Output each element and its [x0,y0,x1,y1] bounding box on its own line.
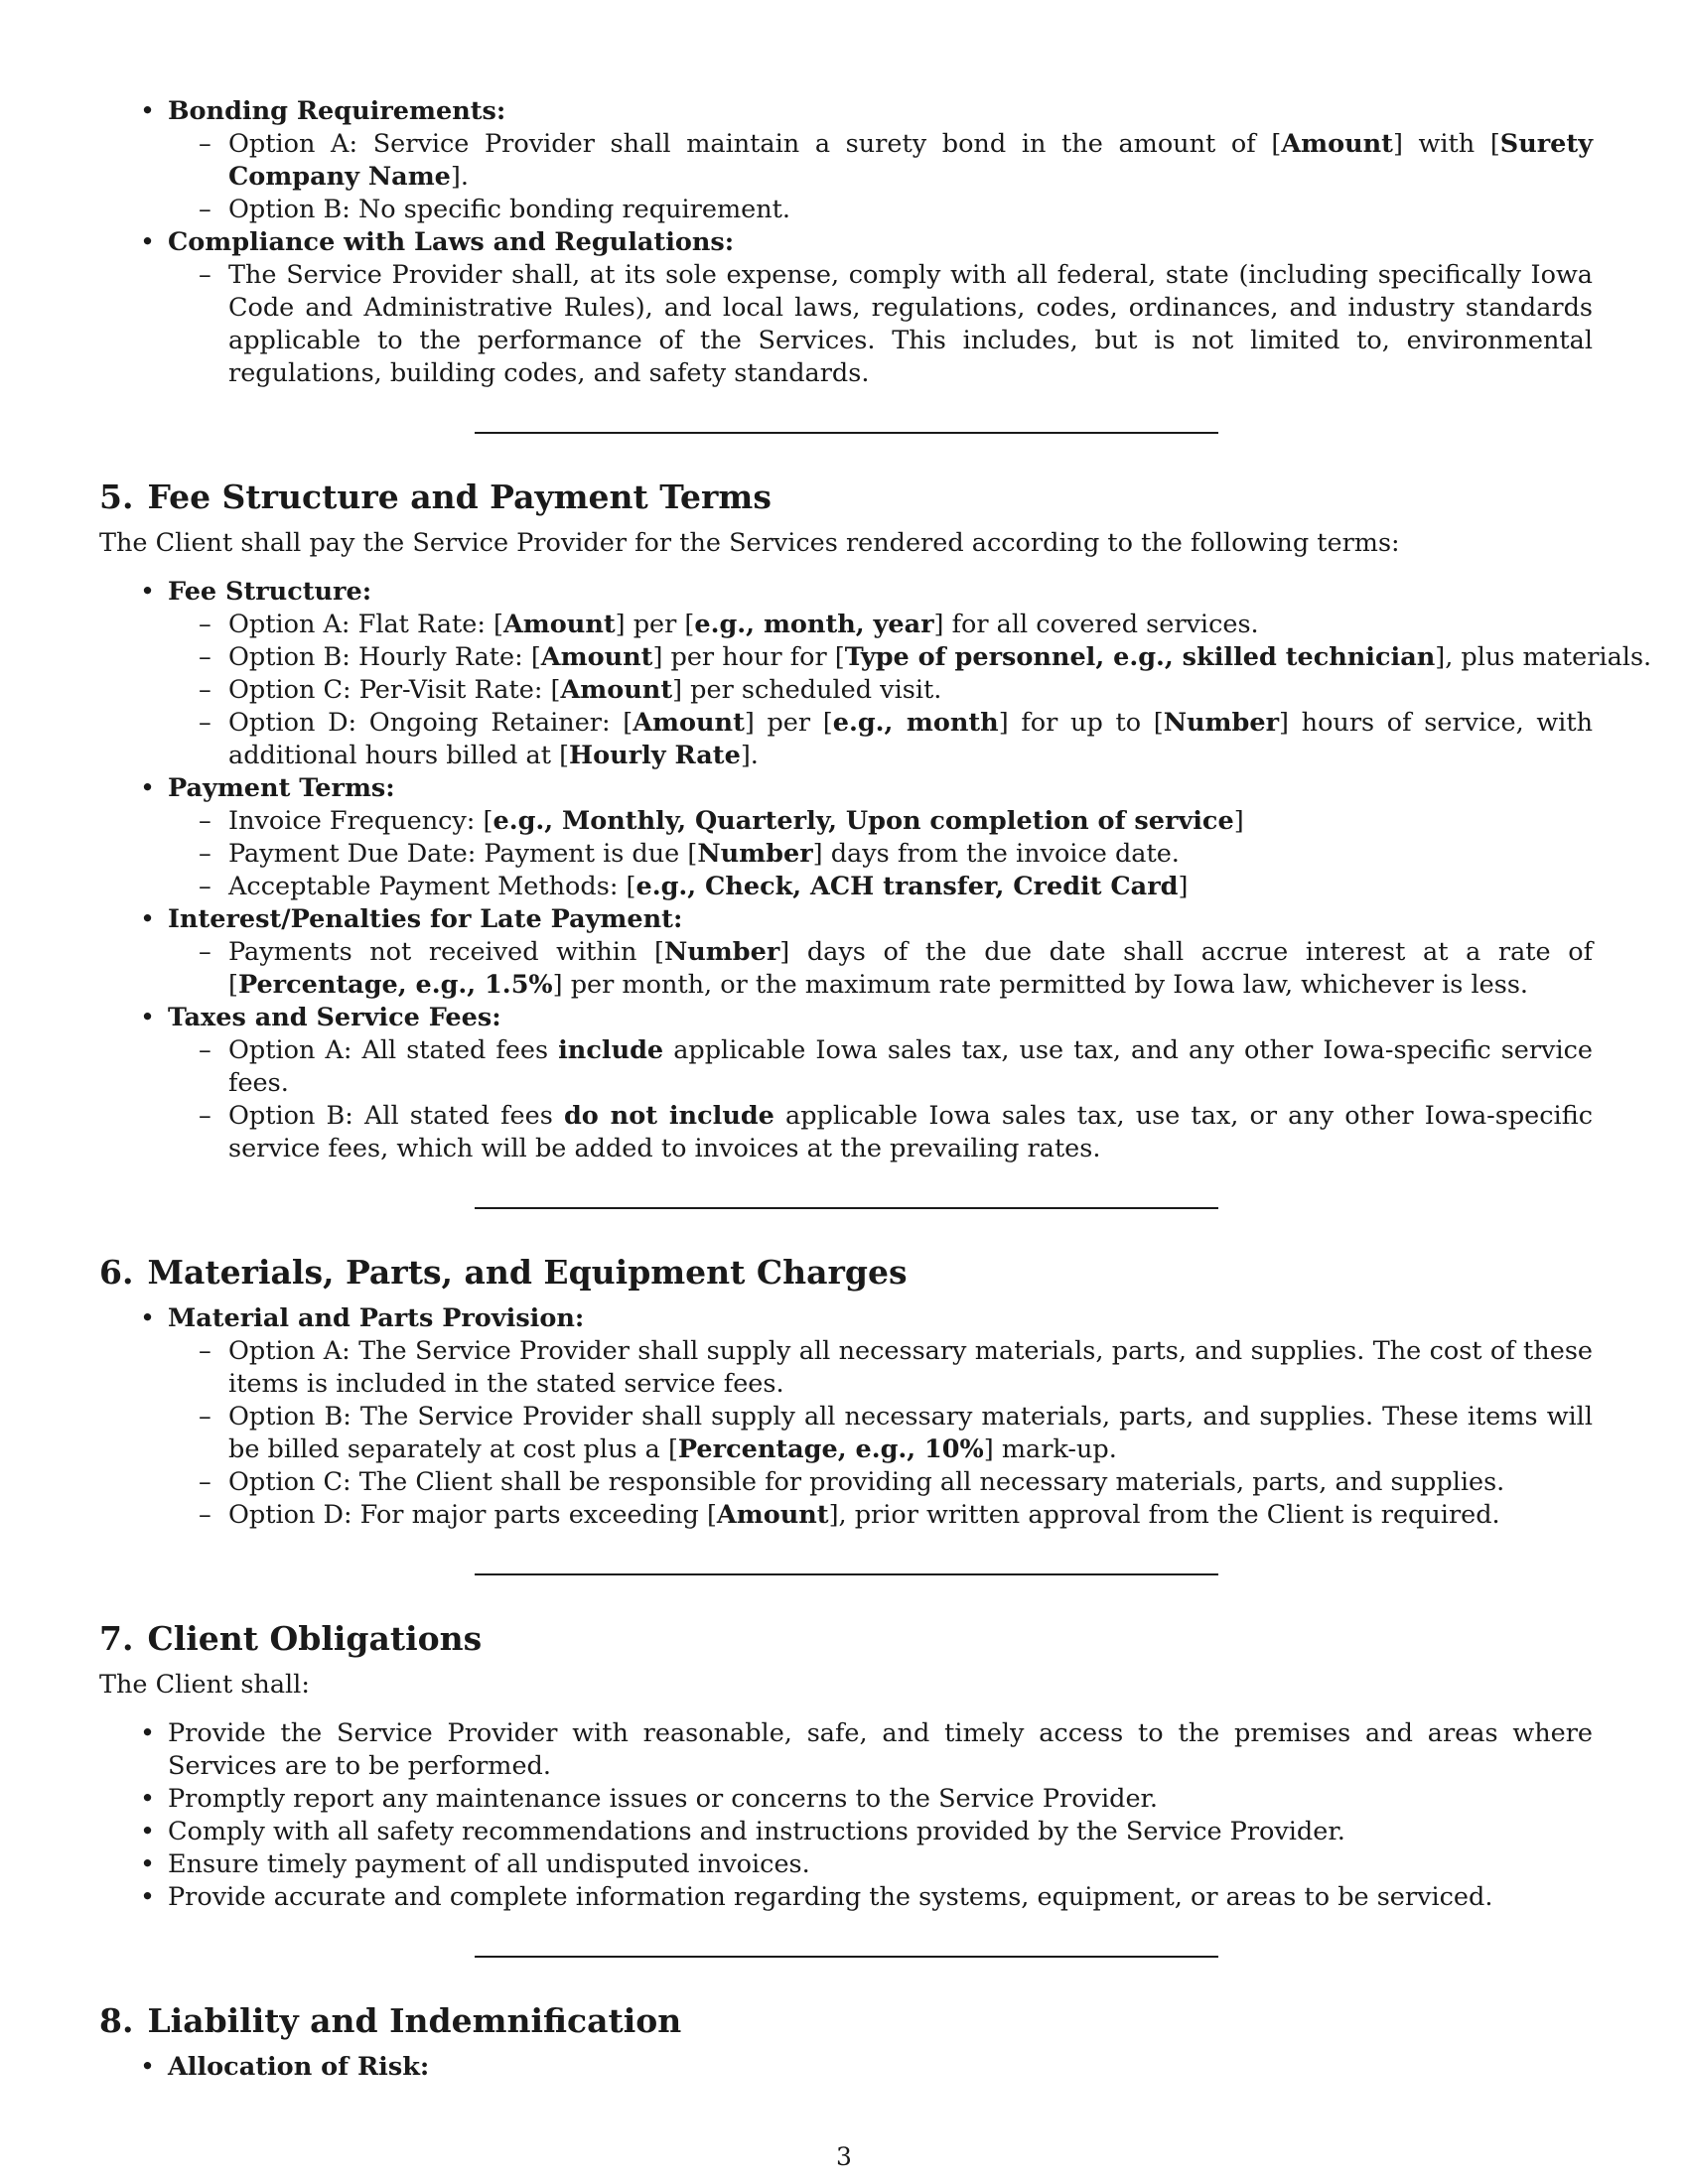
sub-list-item [228,128,1593,194]
placeholder-amount: Amount [1281,129,1393,159]
item-label: Bonding Requirements: [168,96,506,126]
text-span: Option C: The Client shall be responsible for providing all necessary materials, parts, and supplies. [228,1467,1505,1497]
text-span: Option B: No specific bonding requirement. [228,195,790,224]
section-heading [99,478,1593,517]
list-item: • Ensure timely payment of all undisputed invoices. [168,1848,1593,1881]
text-span: ] per [ [744,708,833,738]
emphasis: include [558,1035,664,1065]
text-span: Option D: For major parts exceeding [ [228,1500,717,1530]
section5-list [99,576,1652,1165]
text-span: Option A: The Service Provider shall supply all necessary materials, parts, and supplies. The cost of these items is included in the stated service fees. [228,1336,1593,1399]
section-title: Client Obligations [147,1619,483,1658]
sub-list [168,1034,1593,1165]
sub-list-item [228,1401,1593,1466]
sub-list [168,805,1593,903]
list-item: • Provide accurate and complete information regarding the systems, equipment, or areas to be serviced. [168,1881,1593,1914]
placeholder: Amount [716,1500,829,1530]
text-span: ]. [450,162,469,192]
placeholder: e.g., Check, ACH transfer, Credit Card [635,872,1179,901]
text-span: Option C: Per-Visit Rate: [ [228,675,561,705]
list-item [168,1302,1593,1532]
item-label: Taxes and Service Fees: [168,1003,501,1032]
text-span: ] per [ [615,610,695,639]
placeholder: Type of personnel, e.g., skilled technician [844,642,1436,672]
placeholder: Percentage, e.g., 1.5% [237,970,553,1000]
sub-list-item [228,707,1593,772]
section-title: Fee Structure and Payment Terms [147,478,772,516]
text-span: ], plus materials. [1435,642,1652,672]
text-span: ] [1233,806,1244,836]
placeholder: Amount [540,642,653,672]
list-item [168,95,1593,226]
sub-list-item [228,871,1593,903]
placeholder: Amount [633,708,745,738]
text-span: ] hours of service, with additional hours billed at [ [228,708,1594,770]
list-item: • Comply with all safety recommendations and instructions provided by the Service Provider. [168,1816,1593,1848]
sub-list-item [228,259,1593,390]
list-item [168,226,1593,390]
emphasis: do not include [563,1101,774,1131]
section4-list [99,95,1593,390]
text-span: ] per hour for [ [652,642,845,672]
section-intro: The Client shall pay the Service Provider for the Services rendered according to the following terms: [99,528,1400,558]
sub-list-item [228,674,1593,707]
text-span: ] per month, or the maximum rate permitted by Iowa law, whichever is less. [552,970,1529,1000]
text-span: applicable Iowa sales tax, use tax, or any other Iowa-specific service fees, which will be added to invoices at the prevailing rates. [228,1101,1593,1163]
sub-list [168,936,1593,1002]
section6-list [99,1302,1593,1532]
sub-list-item [228,1335,1593,1401]
text-span: ] per scheduled visit. [672,675,942,705]
sub-list-item [228,1499,1593,1532]
text-span: Option B: The Service Provider shall supply all necessary materials, parts, and supplies. These items will be billed separately at cost plus a [ [228,1402,1593,1464]
list-item: • Provide the Service Provider with reasonable, safe, and timely access to the premises and areas where Services are to be performed. [168,1717,1593,1783]
placeholder-surety-company: Surety Company Name [228,129,1594,192]
section-title: Liability and Indemnification [147,2001,682,2040]
placeholder: Hourly Rate [569,741,741,770]
list-item [168,772,1593,903]
text-span: Acceptable Payment Methods: [ [228,872,636,901]
text-span: ] [1178,872,1189,901]
section-intro: The Client shall: [99,1670,310,1700]
section-number: 8. [99,2001,134,2040]
text-span: ], prior written approval from the Client is required. [828,1500,1500,1530]
sub-list-item [228,1466,1593,1499]
page-number: 3 [836,2142,852,2171]
item-label: Compliance with Laws and Regulations: [168,227,735,257]
text-span: ]. [740,741,759,770]
list-item [168,903,1593,1002]
text-span: Option A: Service Provider shall maintain a surety bond in the amount of [ [228,129,1282,159]
section8-list [99,2051,1593,2084]
section-number: 5. [99,478,134,516]
text-span: applicable Iowa sales tax, use tax, and any other Iowa-specific service fees. [228,1035,1593,1098]
sub-list-item [228,838,1593,871]
sub-list [168,609,1652,772]
item-label: Interest/Penalties for Late Payment: [168,904,683,934]
text-span: Payments not received within [ [228,937,664,967]
text-span: ] for up to [ [998,708,1164,738]
sub-list-item [228,1100,1593,1165]
sub-list [168,128,1593,226]
placeholder: Percentage, e.g., 10% [677,1434,984,1464]
text-span: Option B: All stated fees [228,1101,564,1131]
sub-list-item [228,641,1652,674]
text-span: ] for all covered services. [933,610,1259,639]
list-item [168,1002,1593,1165]
document-page [99,95,1652,2084]
text-span: ] days from the invoice date. [812,839,1180,869]
placeholder: Number [663,937,780,967]
section-heading [99,1619,1593,1659]
text-span: ] with [ [1392,129,1500,159]
section-number: 6. [99,1253,134,1292]
text-span: The Service Provider shall, at its sole expense, comply with all federal, state (including specifically Iowa Code and Administrative Rules), and local laws, regulations, codes, ordinances, and industry standards applicable to the performance of the Services. This includes, but is not limited to, environmental regulations, building codes, and safety standards. [228,260,1593,388]
text-span: Option D: Ongoing Retainer: [ [228,708,633,738]
text-span: Option A: All stated fees [228,1035,559,1065]
sub-list-item [228,609,1593,641]
placeholder: e.g., month, year [694,610,934,639]
sub-list-item [228,1034,1593,1100]
placeholder: Number [1163,708,1280,738]
sub-list [168,259,1593,390]
placeholder: e.g., Monthly, Quarterly, Upon completion of service [492,806,1234,836]
section-heading [99,1253,1593,1293]
text-span: ] mark-up. [983,1434,1117,1464]
section-heading [99,2001,1593,2041]
item-label: Material and Parts Provision: [168,1303,585,1333]
item-label: Allocation of Risk: [168,2052,430,2082]
section-number: 7. [99,1619,134,1658]
text-span: Option B: Hourly Rate: [ [228,642,541,672]
item-label: Fee Structure: [168,577,372,607]
text-span: Invoice Frequency: [ [228,806,493,836]
list-item [168,576,1652,772]
sub-list-item [228,194,1593,226]
item-label: Payment Terms: [168,773,395,803]
section7-list [99,1717,1593,1914]
text-span: Payment Due Date: Payment is due [ [228,839,698,869]
sub-list-item [228,805,1593,838]
section-title: Materials, Parts, and Equipment Charges [147,1253,908,1292]
sub-list-item [228,936,1593,1002]
placeholder: Amount [503,610,616,639]
list-item [168,2051,1593,2084]
sub-list [168,1335,1593,1532]
placeholder: Amount [560,675,673,705]
text-span: Option A: Flat Rate: [ [228,610,504,639]
text-span: ] days of the due date shall accrue interest at a rate of [ [228,937,1594,1000]
placeholder: Number [697,839,813,869]
placeholder: e.g., month [832,708,999,738]
list-item: • Promptly report any maintenance issues or concerns to the Service Provider. [168,1783,1593,1816]
